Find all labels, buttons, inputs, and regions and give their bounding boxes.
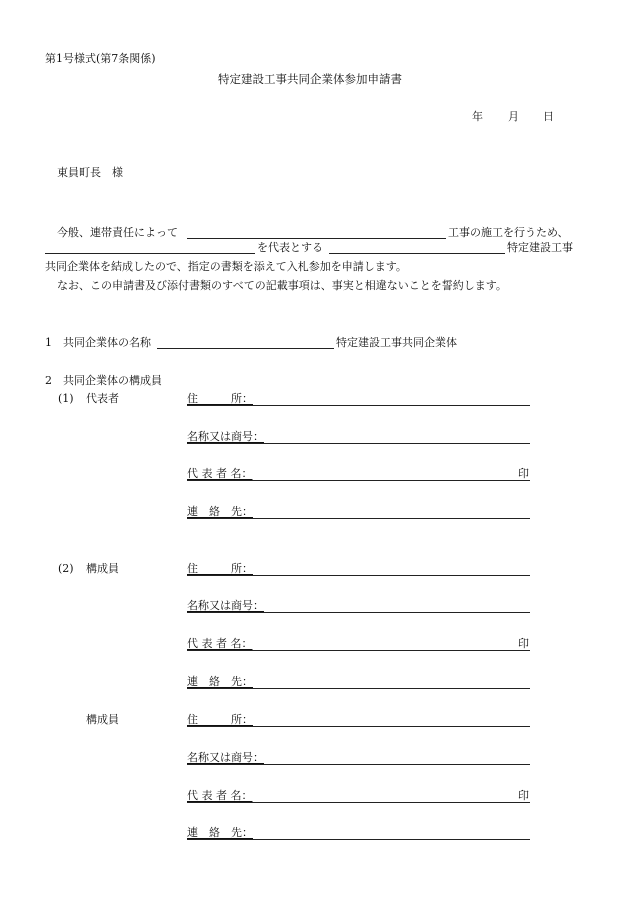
member2-seal-mark: 印 [518,637,529,650]
member3-address-label: 住 所： [187,713,253,726]
body-line2-mid: を代表とする [257,241,323,254]
member1-role: 代表者 [86,392,119,405]
member1-rep-field[interactable] [187,480,530,481]
member2-address-field[interactable] [187,575,530,576]
member1-number: (1) [58,392,74,405]
page-title: 特定建設工事共同企業体参加申請書 [218,72,402,86]
section1-number: 1 [45,336,52,349]
member1-name-field[interactable] [187,443,530,444]
member3-name-field[interactable] [187,764,530,765]
member2-number: (2) [58,562,74,575]
member3-address-field[interactable] [187,726,530,727]
member3-seal-mark: 印 [518,789,529,802]
section1-suffix: 特定建設工事共同企業体 [336,336,457,349]
representative-name-blank[interactable] [45,253,255,254]
member3-contact-label: 連 絡 先： [187,826,253,839]
project-name-blank[interactable] [187,238,446,239]
date-year: 年 [472,110,483,123]
body-line4: なお、この申請書及び添付書類のすべての記載事項は、事実と相違ないことを誓約します。 [57,279,507,292]
member2-rep-field[interactable] [187,650,530,651]
body-line3: 共同企業体を結成したので、指定の書類を添えて入札参加を申請します。 [45,260,407,273]
jv-name-blank[interactable] [329,253,505,254]
form-number: 第1号様式(第7条関係) [45,52,156,65]
member1-rep-label: 代 表 者 名： [187,467,253,480]
member3-contact-field[interactable] [187,839,530,840]
member3-rep-label: 代 表 者 名： [187,789,253,802]
member1-contact-field[interactable] [187,518,530,519]
member2-name-label: 名称又は商号： [187,599,264,612]
member2-name-field[interactable] [187,612,530,613]
member1-name-label: 名称又は商号： [187,430,264,443]
body-line1-end: 工事の施工を行うため、 [448,226,569,239]
member3-rep-field[interactable] [187,802,530,803]
date-day: 日 [543,110,554,123]
member1-contact-label: 連 絡 先： [187,505,253,518]
section2-label: 共同企業体の構成員 [63,374,162,387]
member2-role: 構成員 [86,562,119,575]
member3-role: 構成員 [86,713,119,726]
member2-rep-label: 代 表 者 名： [187,637,253,650]
member1-address-label: 住 所： [187,392,253,405]
section2-number: 2 [45,374,52,387]
jv-name-field[interactable] [157,348,334,349]
body-line1-start: 今般、連帯責任によって [57,226,178,239]
member1-address-field[interactable] [187,405,530,406]
member2-contact-field[interactable] [187,688,530,689]
addressee: 東員町長 様 [57,166,123,179]
member2-address-label: 住 所： [187,562,253,575]
section1-label: 共同企業体の名称 [63,336,151,349]
member1-seal-mark: 印 [518,467,529,480]
member2-contact-label: 連 絡 先： [187,675,253,688]
date-month: 月 [508,110,519,123]
body-line2-end: 特定建設工事 [507,241,573,254]
member3-name-label: 名称又は商号： [187,751,264,764]
